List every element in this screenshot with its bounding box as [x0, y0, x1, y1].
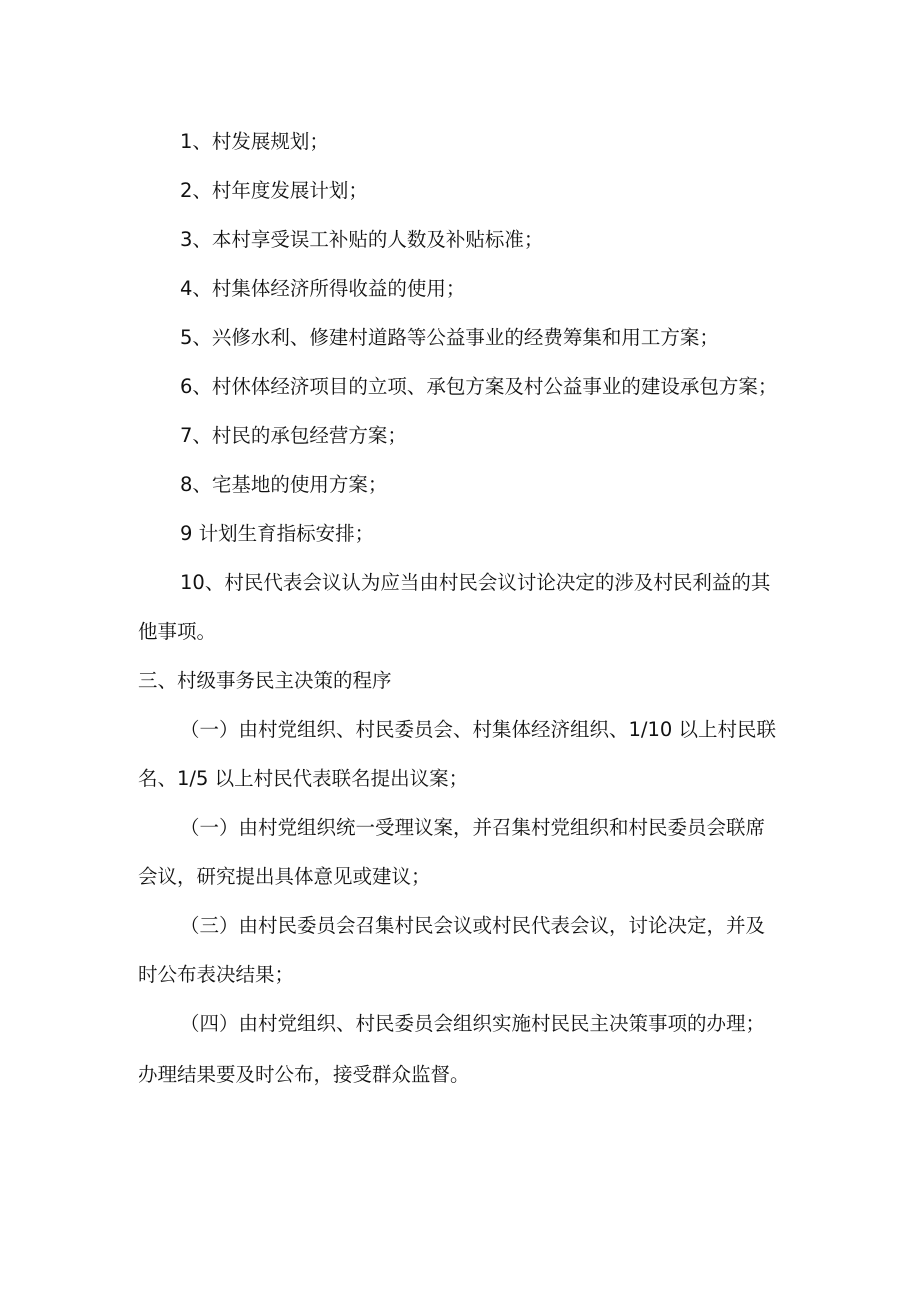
step-3-line1: （三）由村民委员会召集村民会议或村民代表会议，讨论决定，并及	[180, 914, 766, 937]
list-item-10-line1: 10、村民代表会议认为应当由村民会议讨论决定的涉及村民利益的其	[180, 571, 771, 594]
list-item-6: 6、村休体经济项目的立项、承包方案及村公益事业的建设承包方案；	[180, 375, 778, 398]
step-1-line2: 名、1/5 以上村民代表联名提出议案；	[138, 767, 469, 790]
list-item-3: 3、本村享受误工补贴的人数及补贴标准；	[180, 228, 544, 251]
list-item-7: 7、村民的承包经营方案；	[180, 424, 407, 447]
list-item-8: 8、宅基地的使用方案；	[180, 473, 388, 496]
list-item-5: 5、兴修水利、修建村道路等公益事业的经费筹集和用工方案；	[180, 326, 719, 349]
section-heading: 三、村级事务民主决策的程序	[138, 669, 392, 692]
list-item-9: 9 计划生育指标安排；	[180, 522, 375, 545]
step-3-line2: 时公布表决结果；	[138, 963, 295, 986]
list-item-10-line2: 他事项。	[138, 620, 217, 643]
step-2-line1: （一）由村党组织统一受理议案，并召集村党组织和村民委员会联席	[180, 816, 766, 839]
list-item-4: 4、村集体经济所得收益的使用；	[180, 277, 466, 300]
list-item-2: 2、村年度发展计划；	[180, 179, 368, 202]
step-2-line2: 会议，研究提出具体意见或建议；	[138, 865, 431, 888]
list-item-1: 1、村发展规划；	[180, 130, 329, 153]
step-4-line2: 办理结果要及时公布，接受群众监督。	[138, 1063, 470, 1086]
step-4-line1: （四）由村党组织、村民委员会组织实施村民民主决策事项的办理；	[180, 1012, 766, 1035]
step-1-line1: （一）由村党组织、村民委员会、村集体经济组织、1/10 以上村民联	[180, 718, 776, 741]
